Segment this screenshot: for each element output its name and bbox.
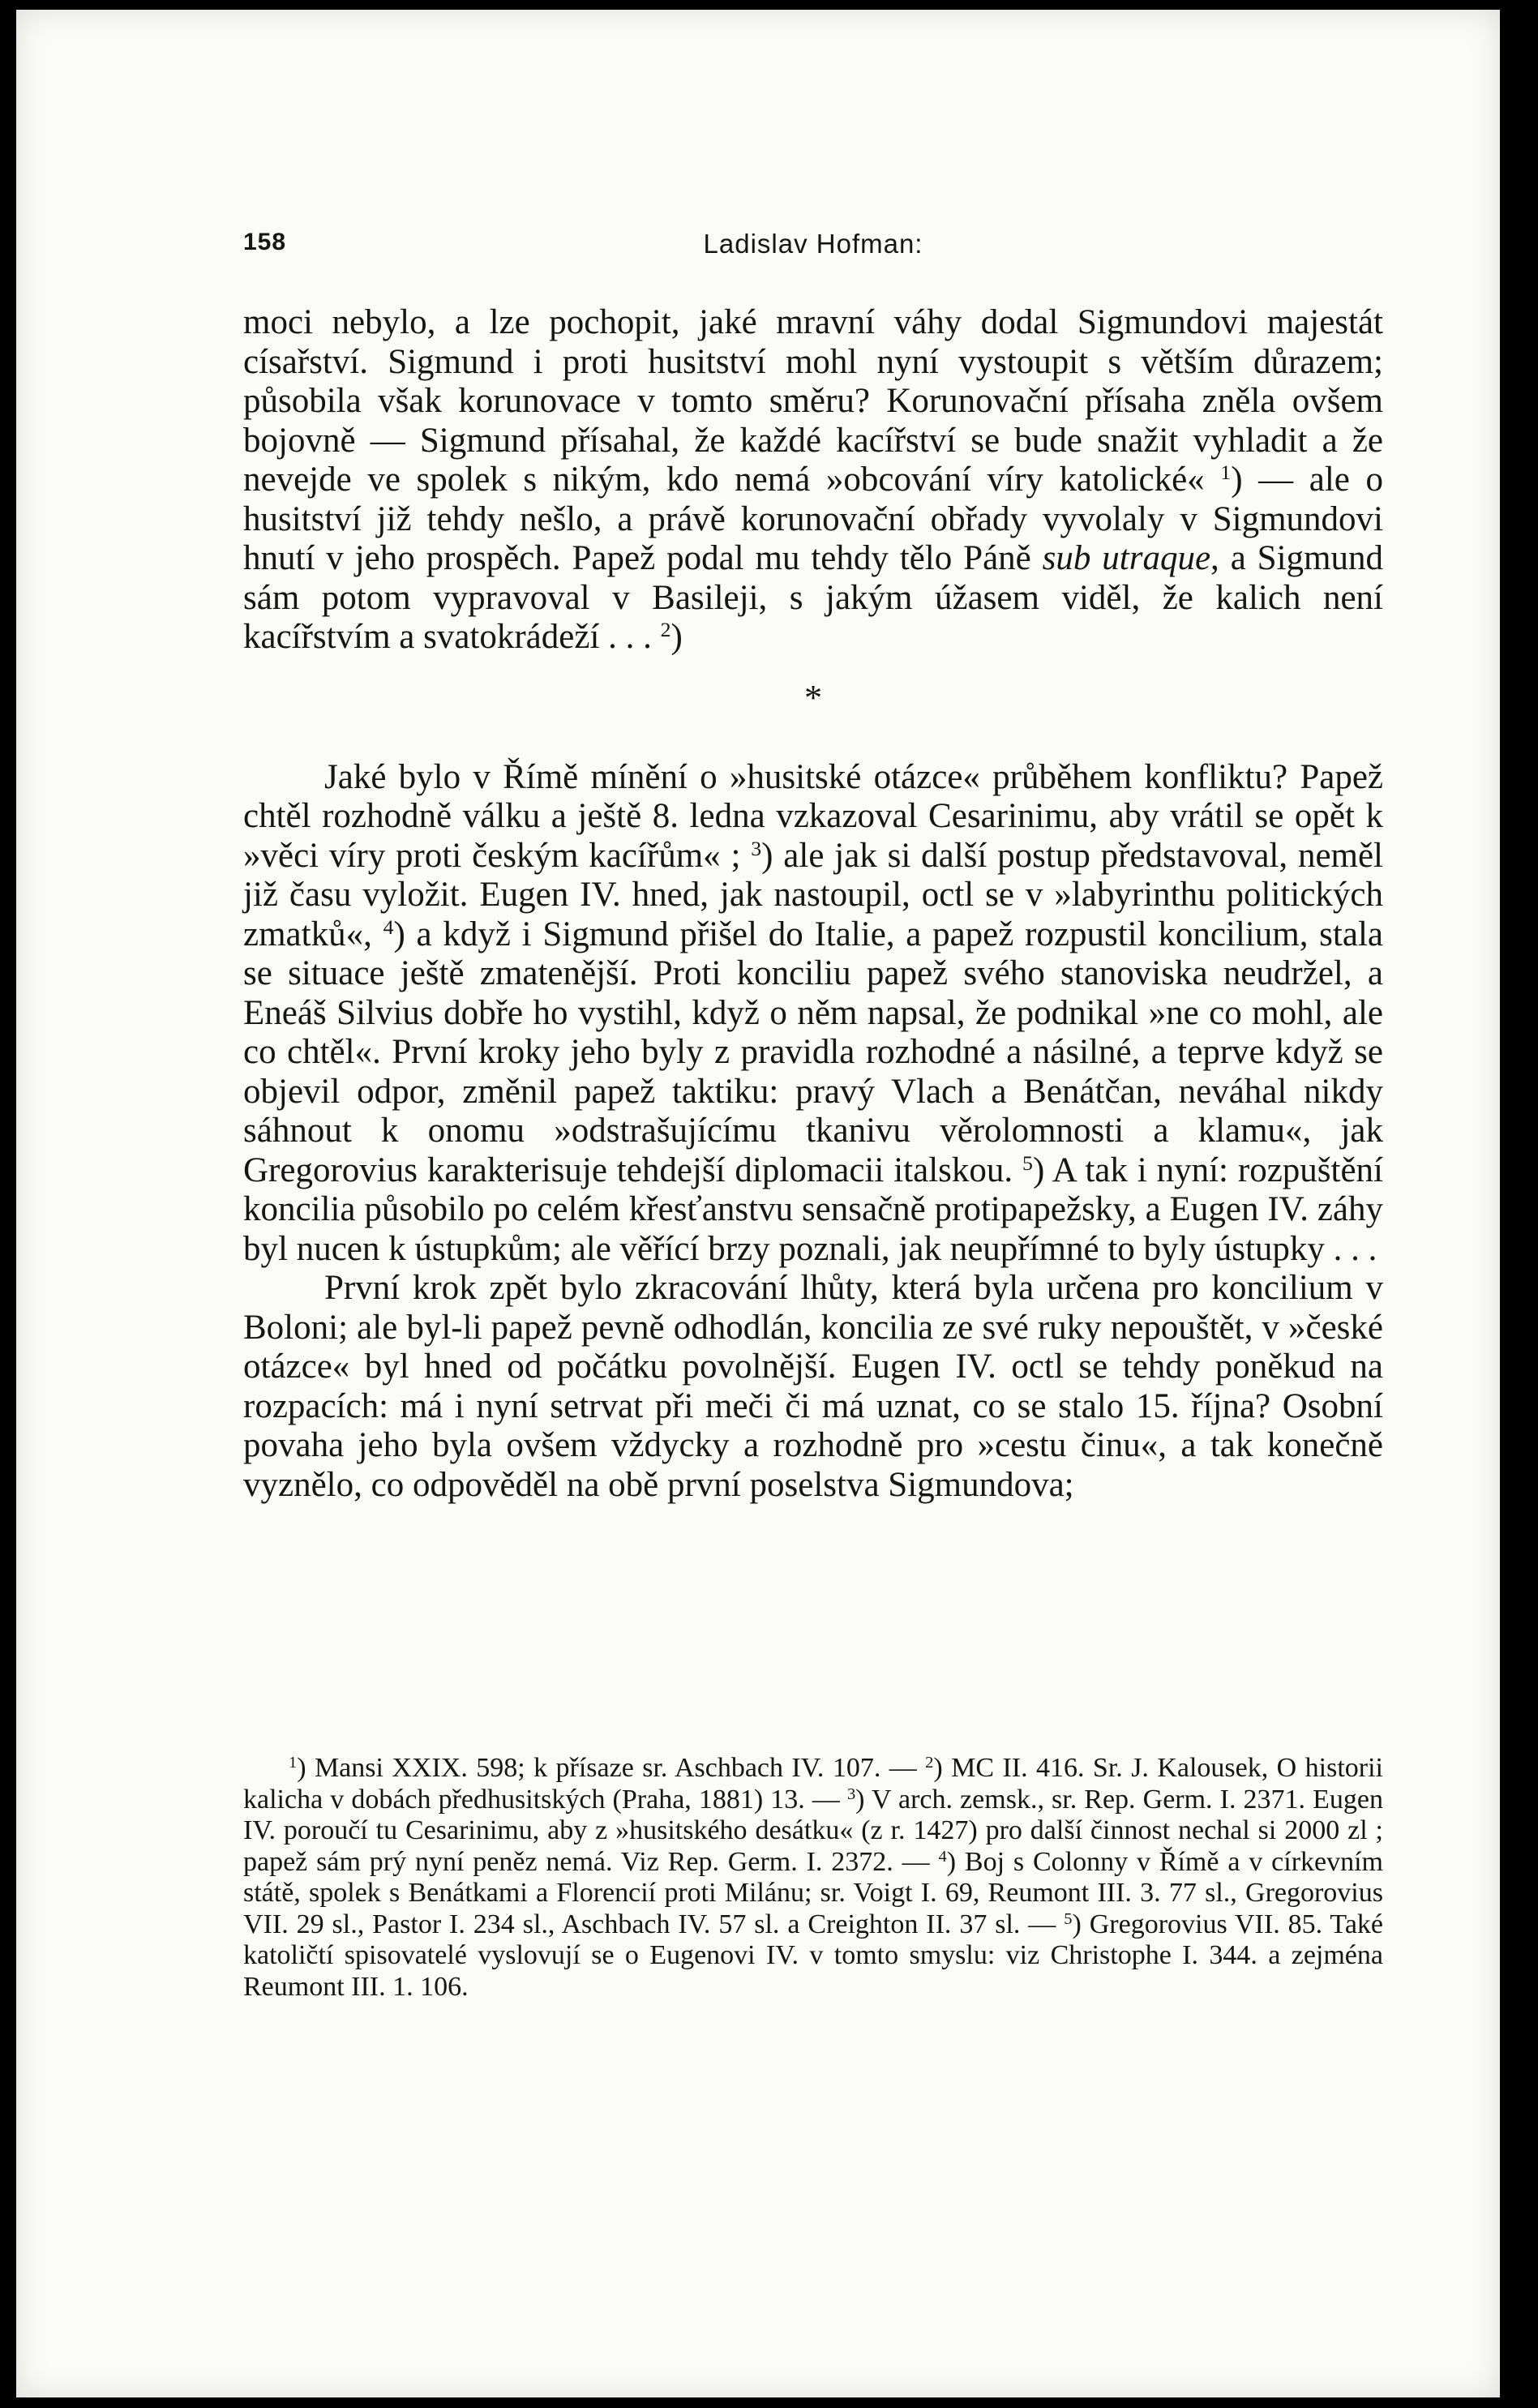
paragraph-1	[243, 303, 1383, 658]
paragraph-2-text-b: ) ale jak si další postup představoval, neměl již času vyložit. Eugen IV. hned, jak nastoupil, octl se v »labyrinthu politických zmatků«,	[243, 836, 1384, 953]
paragraph-1-text-a: moci nebylo, a lze pochopit, jaké mravní váhy dodal Sigmundovi majestát císařství. Sigmund i proti husitství mohl nyní vystoupit s větším důrazem; působila však korunovace v tomto směru? Korunovační přísaha zněla ovšem bojovně — Sigmund přísahal, že každé kacířství se bude snažit vyhladit a že nevejde ve spolek s nikým, kdo nemá »obcování víry katolické«	[243, 303, 1383, 499]
footnote-block	[243, 1753, 1383, 2003]
footnote-ref-4: 4	[383, 915, 394, 939]
paragraph-1-text-c: , a Sigmund sám potom vypravoval v Basileji, s jakým úžasem viděl, že kalich není kacířstvím a svatokrádeží . . .	[243, 539, 1383, 656]
paragraph-2-text-d: ) A tak i nyní: rozpuštění koncilia působilo po celém křesťanstvu sensačně protipapežsky, a Eugen IV. záhy byl nucen k ústupkům; ale věřící brzy poznali, jak neupřímné to byly ústupky . . .	[243, 1150, 1384, 1268]
footnote-ref-1: 1	[1220, 460, 1232, 484]
footnote-ref-5: 5	[1022, 1150, 1033, 1175]
footnote-number-1: 1	[289, 1753, 298, 1772]
paragraph-2-text-a: Jaké bylo v Římě mínění o »husitské otázce« průběhem konfliktu? Papež chtěl rozhodně válku a ještě 8. ledna vzkazoval Cesarinimu, aby vrátil se opět k »věci víry proti českým kacířům« ;	[243, 757, 1383, 875]
paragraph-3: První krok zpět bylo zkracování lhůty, která byla určena pro koncilium v Boloni; ale byl-li papež pevně odhodlán, koncilia ze své ruky nepouštět, v »české otázce« byl hned od počátku povolnější. Eugen IV. octl se tehdy poněkud na rozpacích: má i nyní setrvat při meči či má uznat, co se stalo 15. října? Osobní povaha jeho byla ovšem vždycky a rozhodně pro »cestu činu«, a tak konečně vyznělo, co odpověděl na obě první poselstva Sigmundova;	[243, 1269, 1383, 1504]
footnote-text-1: ) Mansi XXIX. 598; k přísaze sr. Aschbach IV. 107. —	[297, 1753, 926, 1783]
footnote-text-4: ) Boj s Colonny v Římě a v církevním státě, spolek s Benátkami a Florencií proti Milánu; sr. Voigt I. 69, Reumont III. 3. 77 sl., Gregorovius VII. 29 sl., Pastor I. 234 sl., Aschbach IV. 57 sl. a Creighton II. 37 sl. —	[243, 1846, 1383, 1939]
page-header	[243, 229, 1383, 269]
italic-phrase: sub utraque	[1042, 539, 1211, 577]
paragraph-1-text-d: )	[670, 618, 683, 656]
paragraph-2-text-c: ) a když i Sigmund přišel do Italie, a papež rozpustil koncilium, stala se situace ještě zmatenější. Proti konciliu papež svého stanoviska neudržel, a Eneáš Silvius dobře ho vystihl, když o něm napsal, že podnikal »ne co mohl, ale co chtěl«. První kroky jeho byly z pravidla rozhodné a násilné, a teprve když se objevil odpor, změnil papež taktiku: pravý Vlach a Benátčan, neváhal nikdy sáhnout k onomu »odstrašujícímu tkanivu věrolomnosti a klamu«, jak Gregorovius karakterisuje tehdejší diplomacii italskou.	[243, 915, 1383, 1189]
footnote-number-4: 4	[938, 1847, 947, 1866]
footnote-number-2: 2	[925, 1753, 934, 1772]
footnote-text-3: ) V arch. zemsk., sr. Rep. Germ. I. 2371. Eugen IV. poroučí tu Cesarinimu, aby z »husitského desátku« (z r. 1427) pro další činnost nechal si 2000 zl ; papež sám prý nyní peněz nemá. Viz Rep. Germ. I. 2372. —	[243, 1784, 1384, 1877]
footnote-text-2: ) MC II. 416. Sr. J. Kalousek, O historii kalicha v dobách předhusitských (Praha, 1881) 13. —	[243, 1753, 1383, 1815]
paragraph-2	[243, 758, 1383, 1270]
footnote-ref-3: 3	[751, 836, 762, 860]
section-separator: *	[804, 677, 822, 718]
footnotes	[243, 1753, 1383, 2003]
book-page	[16, 10, 1500, 2397]
footnote-number-3: 3	[846, 1785, 856, 1803]
paragraph-1-text-b: ) — ale o husitství již tehdy nešlo, a právě korunovační obřady vyvolaly v Sigmundovi hnutí v jeho prospěch. Papež podal mu tehdy tělo Páně	[243, 461, 1383, 577]
footnote-text-5: ) Gregorovius VII. 85. Také katoličtí spisovatelé vyslovují se o Eugenovi IV. v tomto smyslu: viz Christophe I. 344. a zejména Reumont III. 1. 106.	[243, 1909, 1384, 2002]
footnote-ref-2: 2	[660, 617, 671, 641]
footnote-number-5: 5	[1064, 1909, 1073, 1928]
running-head: Ladislav Hofman:	[703, 229, 923, 259]
body-text	[243, 303, 1383, 1505]
page-number: 158	[243, 229, 287, 255]
